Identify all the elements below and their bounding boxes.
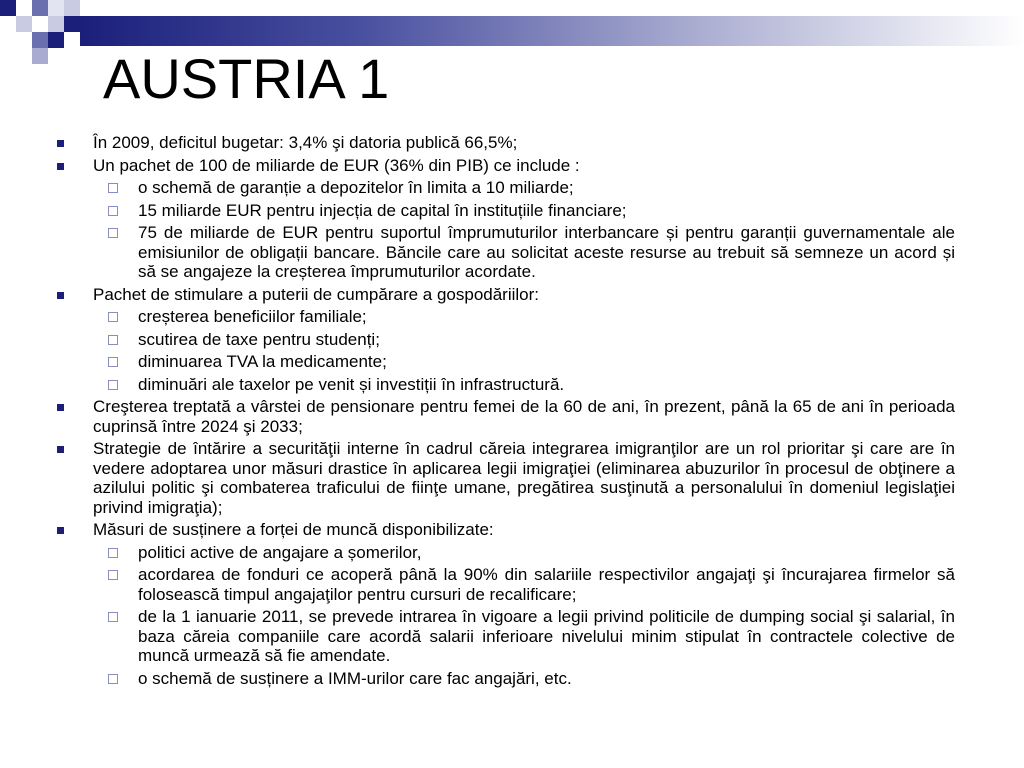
slide-title: AUSTRIA 1 xyxy=(103,47,390,110)
sub-bullet-item xyxy=(50,330,955,350)
sub-bullet-item xyxy=(50,223,955,282)
hollow-square-bullet-icon xyxy=(108,674,118,684)
bullet-item xyxy=(50,520,955,540)
bullet-text: Strategie de întărire a securităţii interne în cadrul căreia integrarea imigranţilor are un rol prioritar şi care are în vedere adoptarea unor măsuri drastice în aplicarea legii imigraţiei (eliminarea abuzurilor în procesul de obţinere a azilului politic şi combaterea traficului de fiinţe umane, pregătirea susţinută a personalului în domeniul legislaţiei privind imigraţia); xyxy=(93,439,955,517)
bullet-list xyxy=(50,133,955,691)
bullet-text: Măsuri de susținere a forței de muncă disponibilizate: xyxy=(93,520,494,539)
sub-bullet-item xyxy=(50,307,955,327)
decor-square xyxy=(48,32,64,48)
hollow-square-bullet-icon xyxy=(108,612,118,622)
bullet-text: 75 de miliarde de EUR pentru suportul împrumuturilor interbancare și pentru garanții guvernamentale ale emisiunilor de obligații bancare. Băncile care au solicitat aceste resurse au trebuit să semneze un acord și să se angajeze la creșterea împrumuturilor acordate. xyxy=(138,223,955,281)
hollow-square-bullet-icon xyxy=(108,228,118,238)
sub-bullet-item xyxy=(50,565,955,604)
decor-square xyxy=(32,32,48,48)
square-bullet-icon xyxy=(57,527,64,534)
decor-square xyxy=(64,0,80,16)
decor-square xyxy=(64,16,80,32)
bullet-text: acordarea de fonduri ce acoperă până la 90% din salariile respectivilor angajaţi şi încurajarea firmelor să folosească timpul angajaţilor pentru cursuri de recalificare; xyxy=(138,565,955,604)
sub-bullet-item xyxy=(50,543,955,563)
hollow-square-bullet-icon xyxy=(108,335,118,345)
bullet-text: o schemă de susținere a IMM-urilor care fac angajări, etc. xyxy=(138,668,572,688)
decor-square xyxy=(0,0,16,16)
sub-bullet-item xyxy=(50,201,955,221)
hollow-square-bullet-icon xyxy=(108,380,118,390)
bullet-item xyxy=(50,133,955,153)
square-bullet-icon xyxy=(57,140,64,147)
hollow-square-bullet-icon xyxy=(108,357,118,367)
sub-bullet-item xyxy=(50,352,955,372)
square-bullet-icon xyxy=(57,404,64,411)
square-bullet-icon xyxy=(57,292,64,299)
decor-square xyxy=(48,16,64,32)
bullet-text: 15 miliarde EUR pentru injecția de capital în instituțiile financiare; xyxy=(138,200,627,220)
sub-bullet-item xyxy=(50,669,955,689)
sub-bullet-item xyxy=(50,375,955,395)
decor-square xyxy=(48,0,64,16)
bullet-text: de la 1 ianuarie 2011, se prevede intrarea în vigoare a legii privind politicile de dumping social şi salarial, în baza căreia companiile care acordă salarii inferioare nivelului minim stipulat în contractele colective de muncă urmează să fie amendate. xyxy=(138,607,955,665)
square-bullet-icon xyxy=(57,163,64,170)
bullet-item xyxy=(50,156,955,176)
bullet-text: scutirea de taxe pentru studenți; xyxy=(138,329,380,349)
decor-square xyxy=(16,16,32,32)
bullet-text: diminuarea TVA la medicamente; xyxy=(138,352,387,371)
bullet-text: politici active de angajare a șomerilor, xyxy=(138,542,422,562)
square-bullet-icon xyxy=(57,446,64,453)
bullet-text: Creşterea treptată a vârstei de pensionare pentru femei de la 60 de ani, în prezent, până la 65 de ani în perioada cuprinsă între 2024 şi 2033; xyxy=(93,397,955,436)
bullet-item xyxy=(50,397,955,436)
header-gradient-bar xyxy=(80,16,1024,46)
bullet-text: creșterea beneficiilor familiale; xyxy=(138,307,367,326)
hollow-square-bullet-icon xyxy=(108,312,118,322)
hollow-square-bullet-icon xyxy=(108,183,118,193)
hollow-square-bullet-icon xyxy=(108,206,118,216)
bullet-item xyxy=(50,285,955,305)
bullet-text: diminuări ale taxelor pe venit și investiții în infrastructură. xyxy=(138,374,565,394)
hollow-square-bullet-icon xyxy=(108,548,118,558)
sub-bullet-item xyxy=(50,178,955,198)
hollow-square-bullet-icon xyxy=(108,570,118,580)
bullet-item xyxy=(50,439,955,517)
decor-square xyxy=(32,48,48,64)
bullet-text: În 2009, deficitul bugetar: 3,4% şi datoria publică 66,5%; xyxy=(93,133,518,152)
bullet-text: Pachet de stimulare a puterii de cumpărare a gospodăriilor: xyxy=(93,284,540,304)
bullet-text: Un pachet de 100 de miliarde de EUR (36% din PIB) ce include : xyxy=(93,155,580,175)
bullet-text: o schemă de garanție a depozitelor în limita a 10 miliarde; xyxy=(138,178,574,197)
decor-square xyxy=(32,0,48,16)
sub-bullet-item xyxy=(50,607,955,666)
